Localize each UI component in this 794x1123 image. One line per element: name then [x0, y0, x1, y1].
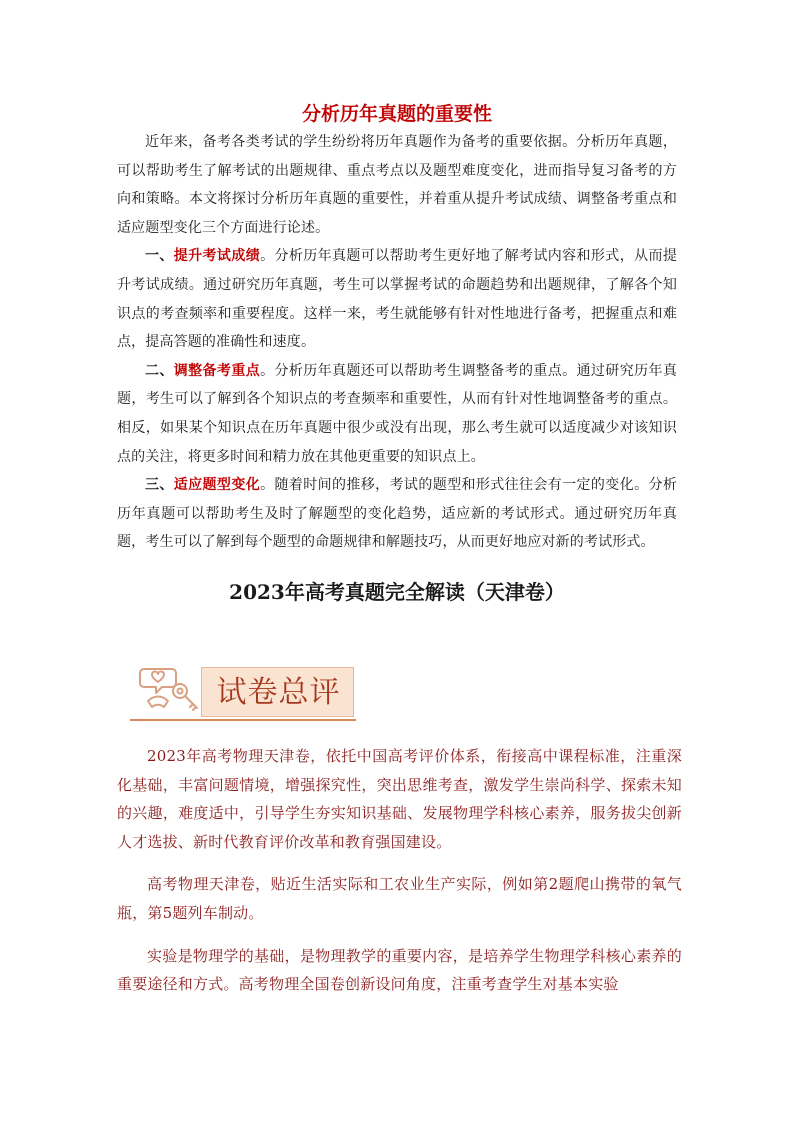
- review-paragraph-1: 2023年高考物理天津卷，依托中国高考评价体系，衔接高中课程标准，注重深化基础，丰富问题情境，增强探究性，突出思维考查，激发学生崇尚科学、探索未知的兴趣，难度适中，引导学生夯实知识基础、发展物理学科核心素养，服务拔尖创新人才选拔、新时代教育评价改革和教育强国建设。: [117, 747, 682, 851]
- intro-paragraph: 近年来，备考各类考试的学生纷纷将历年真题作为备考的重要依据。分析历年真题，可以帮助考生了解考试的出题规律、重点考点以及题型难度变化，进而指导复习备考的方向和策略。本文将探讨分析历年真题的重要性，并着重从提升考试成绩、调整备考重点和适应题型变化三个方面进行论述。: [117, 134, 677, 236]
- point-number: 一、: [145, 248, 174, 265]
- section-banner: [130, 659, 356, 721]
- banner-label: 试卷总评: [216, 675, 341, 710]
- review-paragraph-2: 高考物理天津卷，贴近生活实际和工农业生产实际，例如第2题爬山携带的氧气瓶，第5题列车制动。: [117, 875, 682, 922]
- page-title: 分析历年真题的重要性: [301, 103, 492, 125]
- point-body: 。分析历年真题可以帮助考生更好地了解考试内容和形式，从而提升考试成绩。通过研究历年真题，考生可以掌握考试的命题趋势和出题规律，了解各个知识点的考查频率和重要程度。这样一来，考生就能够有针对性地进行备考，把握重点和难点，提高答题的准确性和速度。: [117, 248, 677, 351]
- point-number: 三、: [145, 477, 174, 494]
- banner-underline: [130, 719, 356, 721]
- point-body: 。随着时间的推移，考试的题型和形式往往会有一定的变化。分析历年真题可以帮助考生及时了解题型的变化趋势，适应新的考试形式。通过研究历年真题，考生可以了解到每个题型的命题规律和解题技巧，从而更好地应对新的考试形式。: [117, 477, 677, 551]
- section-title: 2023年高考真题完全解读（天津卷）: [229, 580, 565, 604]
- heart-key-icon: [134, 661, 204, 717]
- point-heading: 提升考试成绩: [173, 248, 261, 265]
- point-body: 。分析历年真题还可以帮助考生调整备考的重点。通过研究历年真题，考生可以了解到各个知识点的考查频率和重要性，从而有针对性地调整备考的重点。相反，如果某个知识点在历年真题中很少或没有出现，那么考生就可以适度减少对该知识点的关注，将更多时间和精力放在其他更重要的知识点上。: [117, 362, 677, 465]
- point-paragraph-3: [117, 471, 677, 557]
- point-heading: 调整备考重点: [173, 362, 261, 379]
- point-paragraph-1: [117, 242, 677, 356]
- essay-section: [117, 128, 677, 557]
- banner-label-box: [201, 667, 354, 717]
- point-heading: 适应题型变化: [173, 477, 261, 494]
- review-section: [117, 742, 682, 1013]
- point-paragraph-2: [117, 357, 677, 471]
- review-paragraph-3: 实验是物理学的基础，是物理教学的重要内容，是培养学生物理学科核心素养的重要途径和方式。高考物理全国卷创新设问角度，注重考查学生对基本实验: [117, 946, 682, 994]
- point-number: 二、: [145, 362, 174, 379]
